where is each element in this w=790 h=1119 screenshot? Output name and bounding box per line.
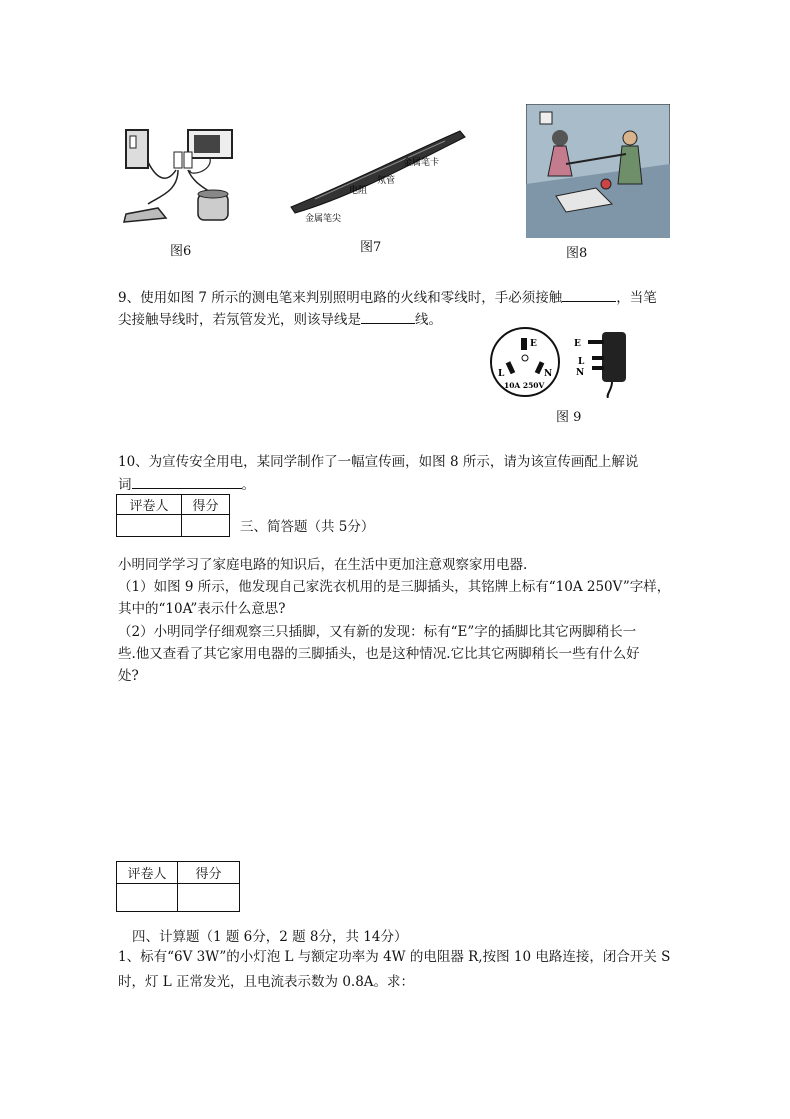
- figure-8-caption: 图8: [566, 246, 588, 261]
- q10-text-2b: 。: [241, 477, 255, 493]
- score-cell-1[interactable]: [182, 515, 230, 537]
- q9-line-1: [118, 287, 678, 308]
- q10-blank[interactable]: [132, 474, 242, 489]
- section-3-title: 三、简答题（共 5分）: [240, 519, 375, 535]
- section-4-q1-line-2: 时，灯 L 正常发光，且电流表示数为 0.8A。求：: [118, 974, 415, 990]
- q9-line-2: [118, 309, 678, 330]
- figure-8-image: [526, 104, 670, 238]
- socket-rating-label: 10A 250V: [504, 381, 545, 390]
- q9-blank-1[interactable]: [562, 287, 616, 302]
- figure-9-caption: 图 9: [556, 410, 582, 425]
- figure-6-caption: 图6: [170, 244, 192, 259]
- q9-blank-2[interactable]: [361, 309, 415, 324]
- plug-label-n: N: [576, 368, 585, 378]
- plug-label-l: L: [578, 357, 585, 367]
- socket-label-n: N: [544, 369, 553, 379]
- section-3-q2-line-2: 些.他又查看了其它家用电器的三脚插头，也是这种情况.它比其它两脚稍长一些有什么好: [118, 646, 640, 662]
- score-cell-2[interactable]: [178, 884, 240, 912]
- figure-6-image: [118, 122, 243, 232]
- figure-9-plug-image: [572, 330, 634, 398]
- section-4-q1-line-1: 1、标有“6V 3W”的小灯泡 L 与额定功率为 4W 的电阻器 R,按图 10 电路连接，闭合开关 S: [118, 949, 671, 965]
- q9-text-1a: 9、使用如图 7 所示的测电笔来判别照明电路的火线和零线时，手必须接触: [118, 290, 563, 306]
- figure-9-socket-image: [486, 326, 564, 398]
- grader-header-1: 评卷人: [117, 495, 182, 515]
- q9-text-2b: 线。: [415, 312, 442, 328]
- grader-cell-1[interactable]: [117, 515, 182, 537]
- grader-cell-2[interactable]: [117, 884, 178, 912]
- socket-label-e: E: [530, 339, 537, 349]
- score-header-1: 得分: [182, 495, 230, 515]
- figure-7-caption: 图7: [360, 240, 382, 255]
- section-3-q1-line-1: （1）如图 9 所示，他发现自己家洗衣机用的是三脚插头，其铭牌上标有“10A 250V”字样，: [118, 579, 671, 595]
- section-3-q1-line-2: 其中的“10A”表示什么意思?: [118, 601, 286, 617]
- fig7-label-neon-tube: 氖管: [377, 176, 396, 186]
- section-3-q2-line-1: （2）小明同学仔细观察三只插脚，又有新的发现：标有“E”字的插脚比其它两脚稍长一: [118, 624, 637, 640]
- socket-label-l: L: [498, 369, 505, 379]
- section-3-q2-line-3: 处?: [118, 668, 139, 684]
- fig7-label-resistor: 电阻: [349, 186, 368, 196]
- grader-header-2: 评卷人: [117, 862, 178, 884]
- figure-7-image: [285, 125, 485, 225]
- q10-line-2: [118, 474, 678, 495]
- plug-label-e: E: [574, 339, 581, 349]
- q9-text-1b: ，当笔: [616, 290, 657, 306]
- fig7-label-pen-tip: 金属笔尖: [305, 214, 342, 224]
- section-4-title: 四、计算题（1 题 6分，2 题 8分，共 14分）: [132, 929, 408, 945]
- section-3-intro: 小明同学学习了家庭电路的知识后，在生活中更加注意观察家用电器.: [118, 557, 528, 573]
- fig7-label-pen-clip: 金属笔卡: [403, 158, 440, 168]
- grading-table-1: [116, 494, 230, 537]
- grading-table-2: [116, 861, 240, 912]
- q9-text-2a: 尖接触导线时，若氖管发光，则该导线是: [118, 312, 361, 328]
- q10-text-2a: 词: [118, 477, 132, 493]
- q10-line-1: [118, 452, 678, 472]
- q10-text-1: 10、为宣传安全用电，某同学制作了一幅宣传画，如图 8 所示，请为该宣传画配上解说: [118, 454, 639, 470]
- score-header-2: 得分: [178, 862, 240, 884]
